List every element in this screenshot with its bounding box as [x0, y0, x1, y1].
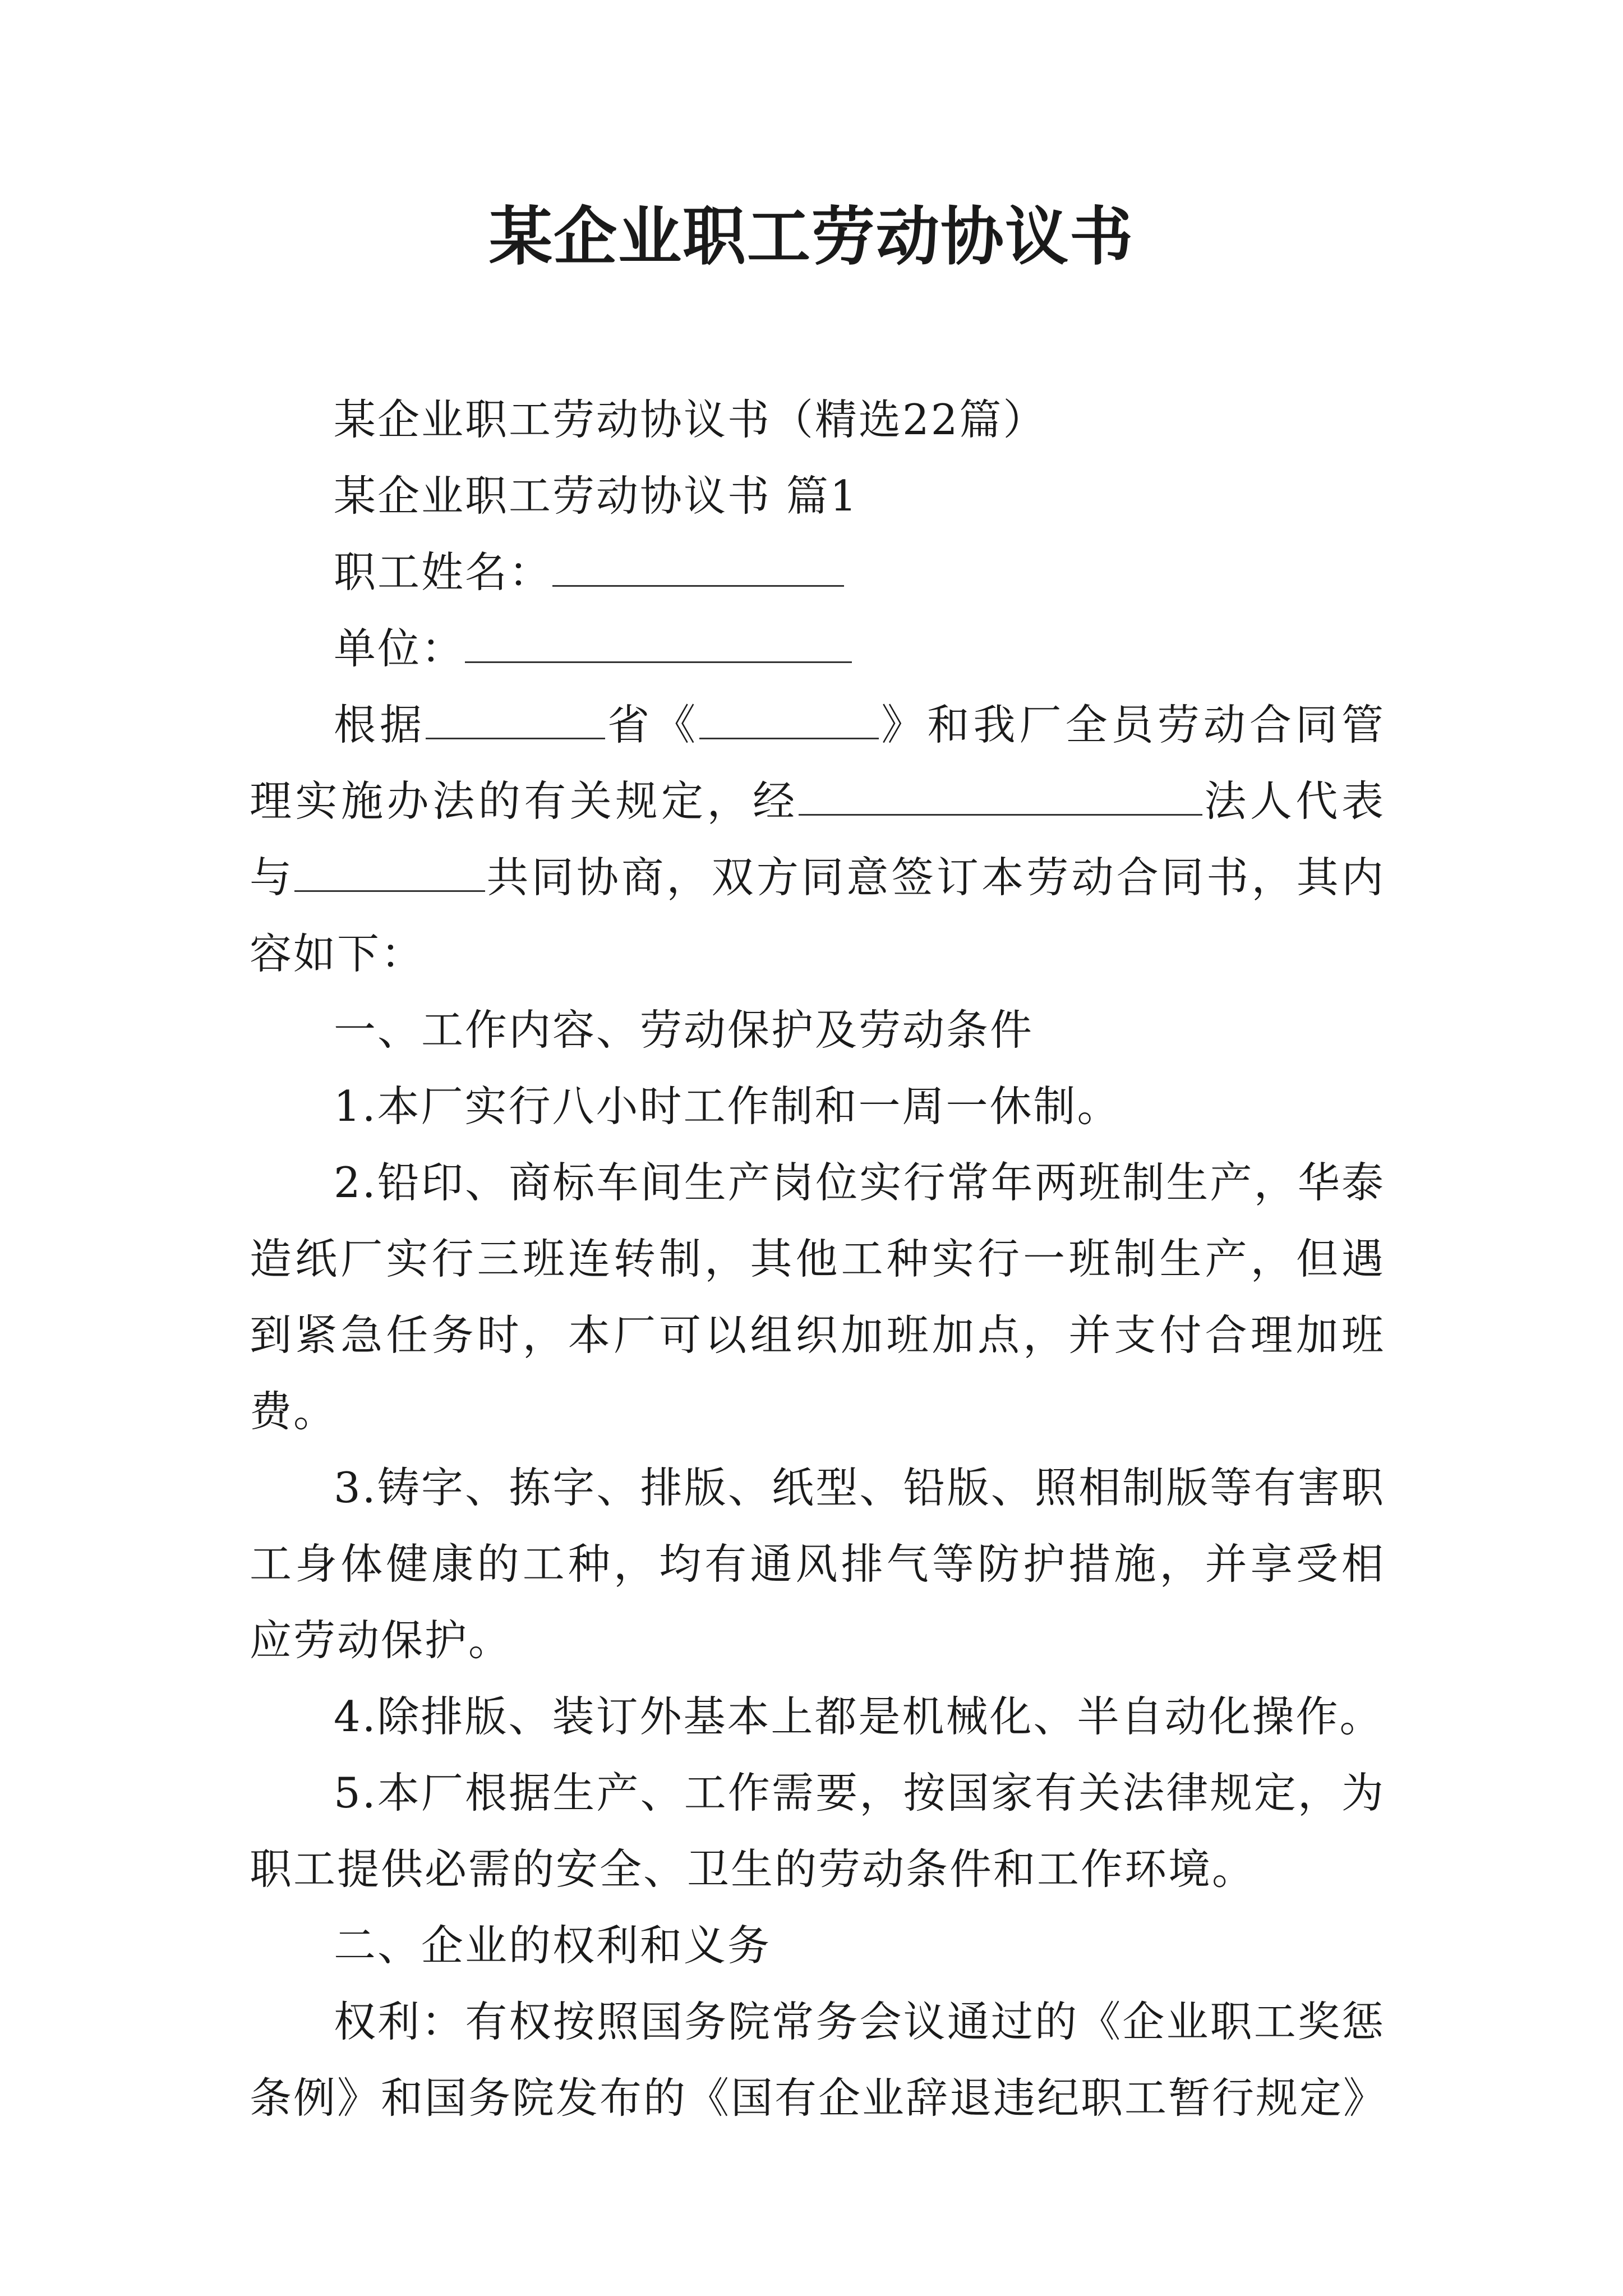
unit-label: 单位： [334, 624, 465, 673]
intro-text-5: 共同协商，双方同意签订本劳动合同书，其内容如下： [250, 853, 1385, 978]
intro-text-4: 法人代表与 [250, 776, 1385, 902]
intro-text-3: 》和我厂全员劳动合同管理实施办法的有关规定，经 [250, 700, 1385, 826]
intro-text-2: 省《 [605, 700, 700, 749]
province-blank [426, 700, 605, 740]
intro-text-1: 根据 [334, 700, 426, 749]
document-body [250, 381, 1385, 2136]
regulation-blank [699, 700, 879, 740]
chapter-heading: 某企业职工劳动协议书 篇1 [334, 471, 859, 521]
employee-name-label: 职工姓名： [334, 547, 553, 597]
employee-blank [294, 853, 485, 892]
rights-paragraph: 权利：有权按照国务院常务会议通过的《企业职工奖惩条例》和国务院发布的《国有企业辞退违纪职工暂行规定》 [250, 1997, 1387, 2123]
section-heading-2: 二、企业的权利和义务 [334, 1921, 772, 1970]
section-heading-1: 一、工作内容、劳动保护及劳动条件 [334, 1005, 1034, 1055]
subtitle-paragraph: 某企业职工劳动协议书（精选22篇） [334, 395, 1047, 444]
document-title: 某企业职工劳动协议书 [489, 199, 1134, 274]
clause-2: 2.铅印、商标车间生产岗位实行常年两班制生产，华泰造纸厂实行三班连转制，其他工种实行一班制生产，但遇到紧急任务时，本厂可以组织加班加点，并支付合理加班费。 [250, 1158, 1385, 1436]
intro-paragraph [250, 687, 1385, 992]
unit-line [250, 610, 1385, 687]
employee-name-blank [552, 547, 844, 587]
clause-1: 1.本厂实行八小时工作制和一周一休制。 [334, 1082, 1121, 1131]
clause-3: 3.铸字、拣字、排版、纸型、铅版、照相制版等有害职工身体健康的工种，均有通风排气等防护措施，并享受相应劳动保护。 [250, 1463, 1385, 1665]
unit-blank [465, 624, 852, 664]
employee-name-line [250, 534, 1385, 610]
clause-5: 5.本厂根据生产、工作需要，按国家有关法律规定，为职工提供必需的安全、卫生的劳动条件和工作环境。 [250, 1768, 1385, 1894]
legal-representative-blank [799, 776, 1202, 816]
clause-4: 4.除排版、装订外基本上都是机械化、半自动化操作。 [334, 1692, 1384, 1741]
